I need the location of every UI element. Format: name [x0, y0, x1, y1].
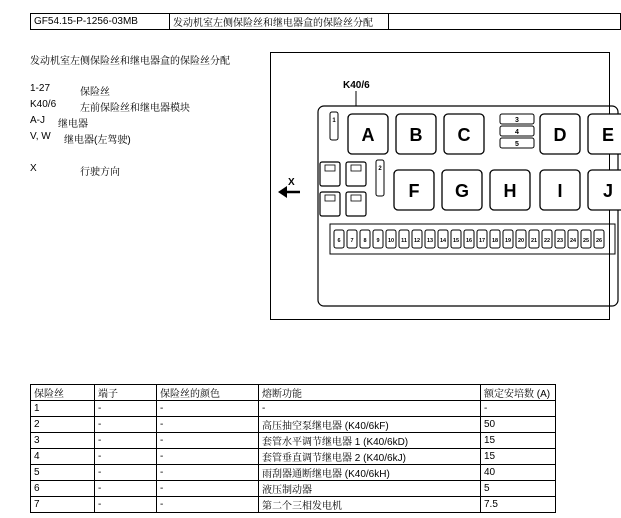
- fuse-label: 20: [517, 238, 525, 244]
- legend-value: 行驶方向: [80, 167, 120, 178]
- legend-key: K40/6: [30, 99, 57, 110]
- column-header: 保险丝: [31, 385, 95, 401]
- fuse-26: [594, 230, 604, 248]
- table-cell: -: [259, 401, 481, 417]
- fuse-label: 2: [378, 166, 382, 172]
- fuse-22: [542, 230, 552, 248]
- doc-title: 发动机室左侧保险丝和继电器盒的保险丝分配: [30, 56, 230, 67]
- relay-g: [442, 170, 482, 210]
- header-table: [30, 13, 621, 30]
- relay-socket: [346, 192, 366, 216]
- fuse-table: [30, 384, 556, 513]
- fuse-label: 7: [350, 238, 354, 244]
- table-cell: -: [157, 465, 259, 481]
- fuse-label: 9: [376, 238, 380, 244]
- table-cell: -: [95, 449, 157, 465]
- table-cell: 4: [31, 449, 95, 465]
- legend-key: V, W: [30, 131, 51, 142]
- fuse-17: [477, 230, 487, 248]
- fuse-label: 26: [595, 238, 603, 244]
- fuse-label: 23: [556, 238, 564, 244]
- relay-c: [444, 114, 484, 154]
- table-cell: -: [95, 497, 157, 513]
- doc-id: GF54.15-P-1256-03MB: [31, 14, 170, 30]
- table-row: [31, 433, 556, 449]
- table-cell: -: [157, 481, 259, 497]
- fuse-label: 22: [543, 238, 551, 244]
- fuse-label: 25: [582, 238, 590, 244]
- fuse-14: [438, 230, 448, 248]
- legend-value: 左前保险丝和继电器模块: [80, 103, 190, 114]
- fuse-12: [412, 230, 422, 248]
- fuse-label: 15: [452, 238, 460, 244]
- relay-h: [490, 170, 530, 210]
- relay-label: C: [457, 125, 471, 145]
- fuse-10: [386, 230, 396, 248]
- fuse-24: [568, 230, 578, 248]
- table-cell: 50: [481, 417, 556, 433]
- fuse-15: [451, 230, 461, 248]
- column-header: 熔断功能: [259, 385, 481, 401]
- table-row: [31, 417, 556, 433]
- table-cell: 高压抽空泵继电器 (K40/6kF): [259, 417, 481, 433]
- fuse-label: 24: [569, 238, 577, 244]
- table-cell: 7.5: [481, 497, 556, 513]
- table-cell: 5: [31, 465, 95, 481]
- legend-value: 保险丝: [80, 87, 110, 98]
- table-cell: -: [481, 401, 556, 417]
- legend-value: 继电器: [58, 119, 88, 130]
- table-cell: -: [95, 401, 157, 417]
- relay-label: 3: [515, 117, 519, 124]
- fuse-label: 1: [332, 118, 336, 124]
- fuse-label: 14: [439, 238, 447, 244]
- table-cell: 40: [481, 465, 556, 481]
- fuse-label: 21: [530, 238, 538, 244]
- relay-label: A: [361, 125, 375, 145]
- relay-5: [500, 138, 534, 148]
- relay-label: D: [553, 125, 567, 145]
- legend-value: 继电器(左驾驶): [64, 135, 131, 146]
- fuse-11: [399, 230, 409, 248]
- table-cell: 1: [31, 401, 95, 417]
- fuse-label: 17: [478, 238, 486, 244]
- table-cell: 3: [31, 433, 95, 449]
- fuse-23: [555, 230, 565, 248]
- relay-label: B: [409, 125, 423, 145]
- table-cell: 5: [481, 481, 556, 497]
- fuse-label: 10: [387, 238, 395, 244]
- table-row: [31, 449, 556, 465]
- column-header: 保险丝的颜色: [157, 385, 259, 401]
- table-cell: 套管垂直调节继电器 2 (K40/6kJ): [259, 449, 481, 465]
- relay-label: G: [454, 181, 470, 201]
- fuse-8: [360, 230, 370, 248]
- table-cell: -: [95, 433, 157, 449]
- fuse-19: [503, 230, 513, 248]
- relay-socket: [346, 162, 366, 186]
- relay-i: [540, 170, 580, 210]
- fuse-20: [516, 230, 526, 248]
- table-cell: 15: [481, 449, 556, 465]
- relay-label: F: [408, 181, 420, 201]
- fuse-box-diagram: [270, 52, 615, 320]
- fuse-label: 16: [465, 238, 473, 244]
- fuse-21: [529, 230, 539, 248]
- relay-label: E: [601, 125, 615, 145]
- table-cell: -: [157, 433, 259, 449]
- relay-4: [500, 126, 534, 136]
- column-header: 额定安培数 (A): [481, 385, 556, 401]
- relay-label: 5: [515, 141, 519, 148]
- relay-j: [588, 170, 621, 210]
- table-cell: 雨刮器通断继电器 (K40/6kH): [259, 465, 481, 481]
- header-title: 发动机室左侧保险丝和继电器盒的保险丝分配: [170, 14, 389, 30]
- table-row: [31, 481, 556, 497]
- module-label: K40/6: [343, 80, 370, 91]
- table-cell: -: [157, 417, 259, 433]
- table-cell: 套管水平调节继电器 1 (K40/6kD): [259, 433, 481, 449]
- table-cell: -: [95, 465, 157, 481]
- relay-d: [540, 114, 580, 154]
- table-row: [31, 497, 556, 513]
- relay-socket: [320, 192, 340, 216]
- fuse-label: 19: [504, 238, 512, 244]
- relay-a: [348, 114, 388, 154]
- fuse-16: [464, 230, 474, 248]
- fuse-label: 18: [491, 238, 499, 244]
- table-row: [31, 465, 556, 481]
- legend-key: A-J: [30, 115, 45, 126]
- fuse-7: [347, 230, 357, 248]
- relay-3: [500, 114, 534, 124]
- relay-label: 4: [515, 129, 519, 136]
- table-cell: 液压制动器: [259, 481, 481, 497]
- fuse-9: [373, 230, 383, 248]
- fuse-6: [334, 230, 344, 248]
- table-cell: -: [157, 449, 259, 465]
- relay-label: J: [602, 181, 614, 201]
- fuse-13: [425, 230, 435, 248]
- table-cell: -: [95, 481, 157, 497]
- table-cell: 15: [481, 433, 556, 449]
- table-cell: 7: [31, 497, 95, 513]
- fuse-1: [330, 112, 338, 140]
- header-empty-cell: [389, 14, 621, 30]
- relay-b: [396, 114, 436, 154]
- relay-socket: [320, 162, 340, 186]
- fuse-label: 8: [363, 238, 367, 244]
- fuse-label: 12: [413, 238, 421, 244]
- fuse-2: [376, 160, 384, 196]
- column-header: 端子: [95, 385, 157, 401]
- fuse-25: [581, 230, 591, 248]
- table-row: [31, 401, 556, 417]
- relay-label: H: [503, 181, 517, 201]
- fuse-18: [490, 230, 500, 248]
- relay-e: [588, 114, 621, 154]
- fuse-label: 13: [426, 238, 434, 244]
- relay-f: [394, 170, 434, 210]
- table-cell: -: [95, 417, 157, 433]
- fuse-label: 11: [401, 238, 407, 244]
- fuse-label: 6: [337, 238, 341, 244]
- table-cell: -: [157, 497, 259, 513]
- table-cell: 2: [31, 417, 95, 433]
- direction-label: X: [288, 177, 295, 188]
- legend-key: X: [30, 163, 37, 174]
- relay-label: I: [557, 181, 563, 201]
- legend-key: 1-27: [30, 83, 51, 94]
- table-cell: 第二个三相发电机: [259, 497, 481, 513]
- table-cell: 6: [31, 481, 95, 497]
- table-cell: -: [157, 401, 259, 417]
- relay-group: [320, 114, 621, 216]
